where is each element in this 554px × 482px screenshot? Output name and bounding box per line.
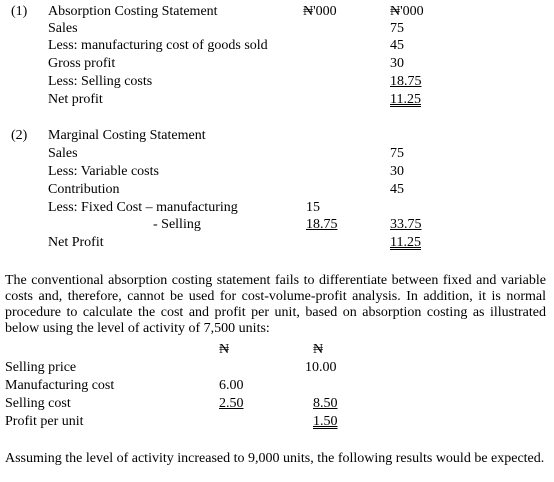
- total-cost-value: 8.50: [313, 396, 338, 411]
- absorption-row-value: 45: [390, 38, 404, 53]
- marginal-sales-label: Sales: [48, 146, 78, 161]
- paragraph-absorption-explanation: The conventional absorption costing statement fails to differentiate between fixed and variable costs and, therefore, cannot be used for cost-volume-profit analysis. In addition, it is normal procedure to calculate the cost and profit per unit, based on absorption costing as illustrated below using the level of activity of 7,500 units:: [5, 273, 546, 336]
- absorption-row-label: Gross profit: [48, 56, 116, 71]
- manufacturing-cost-label: Manufacturing cost: [5, 378, 115, 393]
- marginal-contribution-value: 45: [390, 182, 404, 197]
- unit-col2-header: ₦: [313, 342, 324, 357]
- marginal-title: Marginal Costing Statement: [48, 128, 206, 143]
- absorption-row-value: 18.75: [390, 74, 422, 89]
- marginal-number: (2): [11, 128, 28, 143]
- profit-per-unit-value: 1.50: [313, 414, 338, 429]
- unit-col1-header: ₦: [219, 342, 230, 357]
- absorption-row-value: 75: [390, 21, 404, 36]
- profit-per-unit-label: Profit per unit: [5, 414, 84, 429]
- marginal-fixed-selling-label: - Selling: [153, 217, 201, 232]
- marginal-variable-value: 30: [390, 164, 404, 179]
- selling-price-value: 10.00: [305, 360, 337, 375]
- absorption-number: (1): [11, 4, 28, 19]
- absorption-col1-header: ₦'000: [303, 4, 337, 19]
- absorption-title: Absorption Costing Statement: [48, 4, 218, 19]
- absorption-col2-header: ₦'000: [390, 4, 424, 19]
- selling-price-label: Selling price: [5, 360, 77, 375]
- paragraph-activity-increase: Assuming the level of activity increased to 9,000 units, the following results would be expected.: [5, 451, 545, 466]
- marginal-fixed-selling-value: 18.75: [306, 217, 338, 232]
- marginal-fixed-manufacturing-label: Less: Fixed Cost – manufacturing: [48, 200, 238, 215]
- selling-cost-label: Selling cost: [5, 396, 71, 411]
- absorption-net-value: 11.25: [390, 92, 421, 107]
- selling-cost-value: 2.50: [219, 396, 244, 411]
- absorption-row-label: Net profit: [48, 92, 103, 107]
- marginal-variable-label: Less: Variable costs: [48, 164, 159, 179]
- marginal-sales-value: 75: [390, 146, 404, 161]
- marginal-net-label: Net Profit: [48, 235, 104, 250]
- manufacturing-cost-value: 6.00: [219, 378, 244, 393]
- marginal-contribution-label: Contribution: [48, 182, 120, 197]
- marginal-net-value: 11.25: [390, 235, 421, 250]
- absorption-row-label: Less: Selling costs: [48, 74, 153, 89]
- marginal-fixed-total-value: 33.75: [390, 217, 422, 232]
- marginal-fixed-manufacturing-value: 15: [306, 200, 320, 215]
- absorption-row-label: Less: manufacturing cost of goods sold: [48, 38, 268, 53]
- absorption-row-value: 30: [390, 56, 404, 71]
- absorption-row-label: Sales: [48, 21, 78, 36]
